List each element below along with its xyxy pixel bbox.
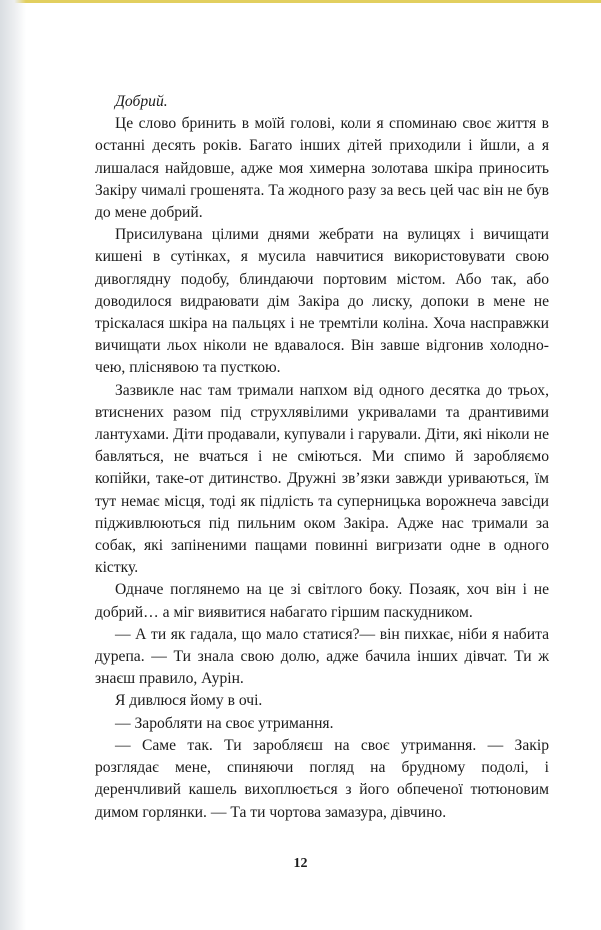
dialogue-line: — Саме так. Ти заробляєш на своє утримання. — Закір розглядає мене, спиняючи погляд на брудному подолі, і деренчливий кашель вихоплюється з його обпеченої тютюновим димом горлянки. — Та ти чортова замазура, дівчино.: [95, 736, 549, 821]
paragraph: Присилувана цілими днями жебрати на вулицях і вичищати кишені в сутінках, я мусила навчитися використовувати свою дивоглядну подобу, блиндаючи портовим містом. Або так, або доводилося видраювати дім Закіра до лиску, допоки в мене не тріскалася шкіра на пальцях і не тремтіли коліна. Хоча насправжки вичищати льох ніколи не вдавалося. Він завше відгонив холодночею, пліснявою та пусткою.: [95, 226, 549, 377]
top-edge-rule: [0, 0, 601, 3]
book-spine-shadow: [0, 0, 26, 930]
page-body: [95, 91, 549, 824]
dialogue-line: — А ти як гадала, що мало статися?— він пихкає, ніби я набита дурепа. — Ти знала свою долю, адже бачила інших дівчат. Ти ж знаєш правило, Аурін.: [95, 625, 549, 688]
paragraph: Добрий.: [115, 93, 168, 110]
paragraph: Це слово бринить в моїй голові, коли я споминаю своє життя в останні десять років. Багато інших дітей приходили і йшли, а я лишалася найдовше, адже моя химерна золотава шкіра приносить Закіру чималі грошенята. Та жодного разу за весь цей час він не був до мене добрий.: [95, 115, 549, 222]
page-number: 12: [293, 856, 308, 871]
paragraph: Зазвикле нас там тримали напхом від одного десятка до трьох, втиснених разом під струхлявілими укривалами та дрантивими лантухами. Діти продавали, купували і гарували. Діти, які ніколи не бавляться, не вчаться і не сміються. Ми спимо й заробляємо копійки, таке-от дитинство. Дружні зв’язки завжди уриваються, їм тут немає місця, тоді як підлість та суперницька ворожнеча завсіди підживлюються під пильним оком Закіра. Адже нас тримали за собак, які запіненими пащами повинні вигризати одне в одного кістку.: [95, 381, 549, 577]
dialogue-line: — Заробляти на своє утримання.: [115, 714, 334, 732]
paragraph: Одначе поглянемо на це зі світлого боку. Позаяк, хоч він і не добрий… а міг виявитися набагато гіршим паскудником.: [95, 581, 549, 621]
paragraph: Я дивлюся йому в очі.: [115, 692, 263, 710]
